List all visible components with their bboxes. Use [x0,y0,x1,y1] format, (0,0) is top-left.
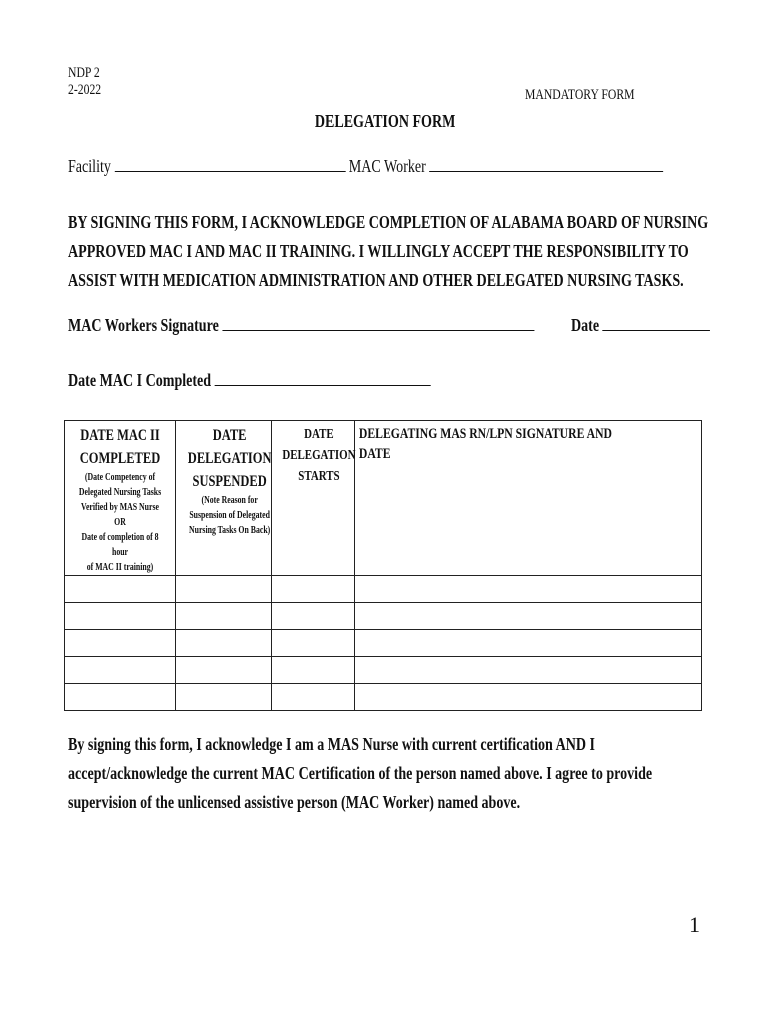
mac-worker-field[interactable] [429,155,663,172]
cell-date-mac2[interactable] [65,603,176,630]
table-header-row [65,421,702,576]
closing-line: By signing this form, I acknowledge I am a MAS Nurse with current certification AND I [68,734,595,754]
ack-line: BY SIGNING THIS FORM, I ACKNOWLEDGE COMPLETION OF ALABAMA BOARD OF NURSING [68,212,709,232]
form-revision-date: 2-2022 [68,82,102,98]
date-mac1-row [68,369,533,391]
signature-row [68,314,770,336]
header-delegating-signature: DELEGATING MAS RN/LPN SIGNATURE AND DATE [355,421,702,576]
mandatory-label: MANDATORY FORM [525,87,635,103]
cell-date-mac2[interactable] [65,684,176,711]
cell-date-mac2[interactable] [65,576,176,603]
form-title-wrap [0,111,770,132]
date-field[interactable] [603,314,711,331]
cell-date-starts[interactable] [272,576,355,603]
closing-line: accept/acknowledge the current MAC Certification of the person named above. I agree to provide [68,763,653,783]
cell-date-starts[interactable] [272,603,355,630]
signature-field[interactable] [222,314,534,331]
acknowledgement-statement [68,208,770,295]
cell-signature[interactable] [355,630,702,657]
table-row [65,630,702,657]
closing-line: supervision of the unlicensed assistive person (MAC Worker) named above. [68,792,521,812]
form-code-block [68,65,111,99]
cell-signature[interactable] [355,603,702,630]
cell-date-suspended[interactable] [176,630,272,657]
ack-line: ASSIST WITH MEDICATION ADMINISTRATION AND OTHER DELEGATED NURSING TASKS. [68,270,684,290]
header-date-delegation-suspended: DATE DELEGATION SUSPENDED (Note Reason for Suspension of Delegated Nursing Tasks On Back) [176,421,272,576]
date-label: Date [570,315,600,335]
cell-date-suspended[interactable] [176,603,272,630]
page-number: 1 [689,912,700,937]
table-row [65,684,702,711]
form-code: NDP 2 [68,65,100,81]
cell-signature[interactable] [355,684,702,711]
facility-label: Facility [68,156,111,176]
ack-line: APPROVED MAC I AND MAC II TRAINING. I WILLINGLY ACCEPT THE RESPONSIBILITY TO [68,241,689,261]
cell-date-mac2[interactable] [65,657,176,684]
cell-signature[interactable] [355,657,702,684]
cell-date-starts[interactable] [272,630,355,657]
mac-worker-label: MAC Worker [348,156,426,176]
cell-date-suspended[interactable] [176,657,272,684]
delegation-table [64,420,702,711]
form-title: DELEGATION FORM [314,111,456,131]
date-mac1-field[interactable] [215,369,431,386]
mandatory-label-wrap [525,87,665,104]
header-date-delegation-starts: DATE DELEGATION STARTS [272,421,355,576]
table-row [65,603,702,630]
cell-date-starts[interactable] [272,684,355,711]
cell-date-suspended[interactable] [176,576,272,603]
table-row [65,576,702,603]
date-mac1-label: Date MAC I Completed [68,370,212,390]
signature-label: MAC Workers Signature [68,315,219,335]
header-date-mac2-completed: DATE MAC II COMPLETED (Date Competency of Delegated Nursing Tasks Verified by MAS Nurse OR Date of completion of 8 hour of MAC II training) [65,421,176,576]
cell-signature[interactable] [355,576,702,603]
cell-date-mac2[interactable] [65,630,176,657]
cell-date-starts[interactable] [272,657,355,684]
table-row [65,657,702,684]
facility-field[interactable] [114,155,345,172]
facility-row [68,155,770,177]
cell-date-suspended[interactable] [176,684,272,711]
closing-statement [68,730,770,817]
